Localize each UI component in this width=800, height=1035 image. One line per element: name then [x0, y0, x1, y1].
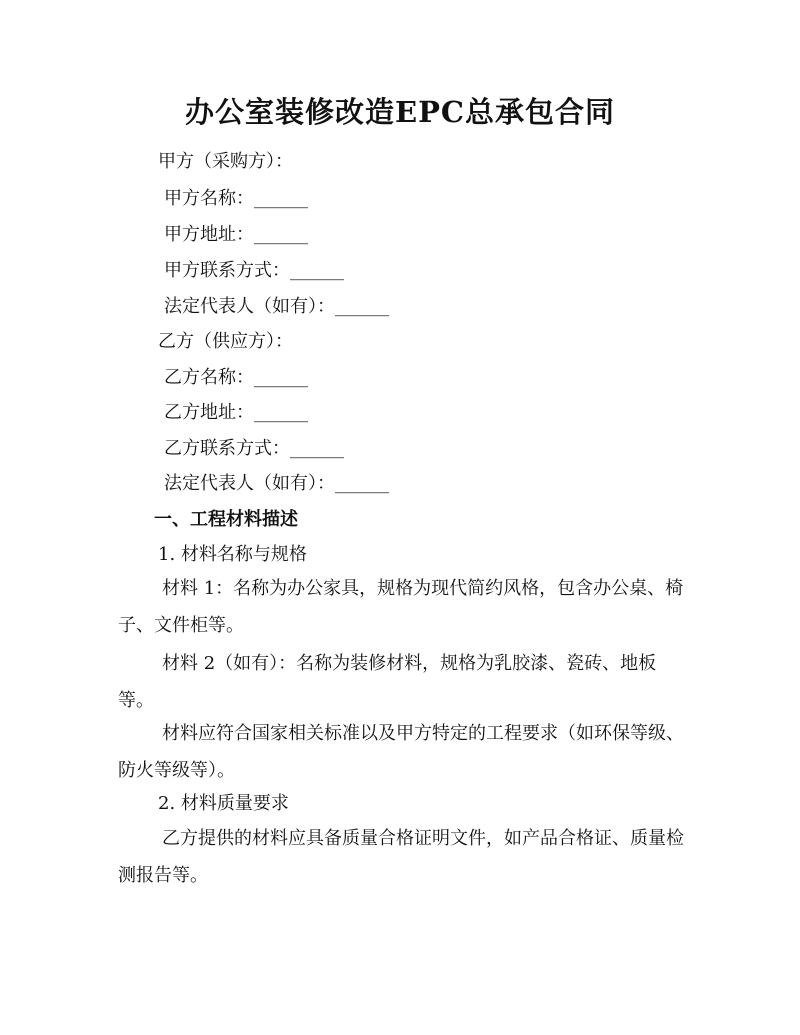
- subsection-1-heading: 1. 材料名称与规格: [158, 544, 307, 565]
- party-a-heading: 甲方（采购方）：: [158, 151, 293, 172]
- section-1-heading: 一、工程材料描述: [154, 509, 298, 530]
- party-b-heading: 乙方（供应方）：: [158, 331, 293, 352]
- party-a-contact: 甲方联系方式：______: [164, 260, 344, 281]
- party-b-name: 乙方名称：______: [164, 367, 308, 388]
- party-b-address: 乙方地址：______: [164, 402, 308, 423]
- subsection-2-heading: 2. 材料质量要求: [158, 793, 289, 814]
- material-2-paragraph: 材料 2（如有）：名称为装修材料，规格为乳胶漆、瓷砖、地板等。: [118, 653, 657, 711]
- party-a-legal-rep: 法定代表人（如有）：______: [164, 296, 389, 317]
- party-a-name: 甲方名称：______: [164, 188, 308, 209]
- document-title: 办公室装修改造EPC总承包合同: [185, 95, 615, 129]
- party-b-legal-rep: 法定代表人（如有）：______: [164, 473, 389, 494]
- standard-paragraph: 材料应符合国家相关标准以及甲方特定的工程要求（如环保等级、防火等级等）。: [118, 723, 684, 781]
- material-1-paragraph: 材料 1：名称为办公家具，规格为现代简约风格，包含办公桌、椅子、文件柜等。: [118, 578, 684, 636]
- party-b-contact: 乙方联系方式：______: [164, 438, 344, 459]
- quality-paragraph: 乙方提供的材料应具备质量合格证明文件，如产品合格证、质量检测报告等。: [118, 828, 684, 886]
- party-a-address: 甲方地址：______: [164, 224, 308, 245]
